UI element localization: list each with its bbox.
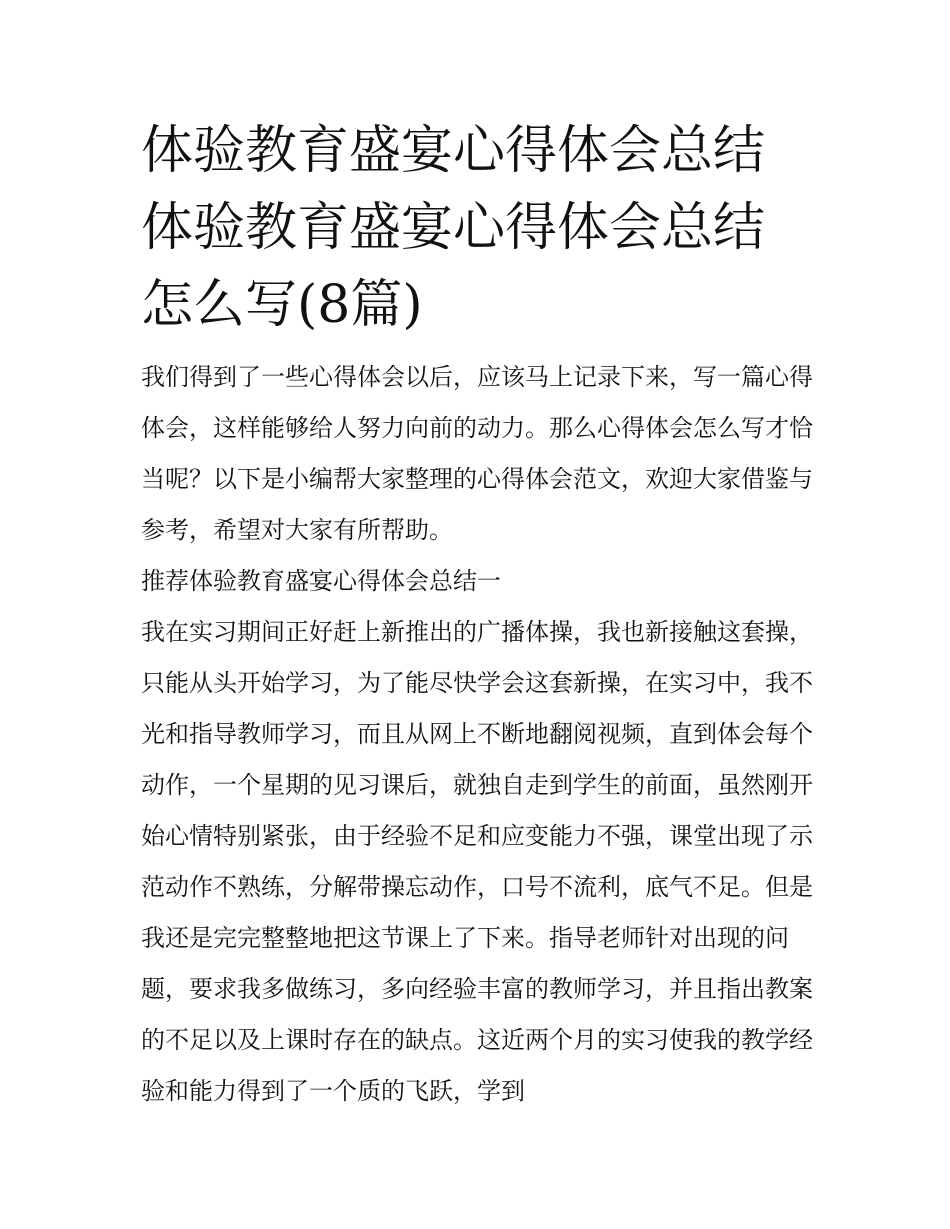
section-heading: 推荐体验教育盛宴心得体会总结一	[141, 567, 501, 595]
document-content	[141, 113, 813, 1117]
body-paragraph: 我在实习期间正好赶上新推出的广播体操，我也新接触这套操，只能从头开始学习，为了能尽快学会这套新操，在实习中，我不光和指导教师学习，而且从网上不断地翻阅视频，直到体会每个动作，一个星期的见习课后，就独自走到学生的前面，虽然刚开始心情特别紧张，由于经验不足和应变能力不强，课堂出现了示范动作不熟练，分解带操忘动作，口号不流利，底气不足。但是我还是完完整整地把这节课上了下来。指导老师针对出现的问题，要求我多做练习，多向经验丰富的教师学习，并且指出教案的不足以及上课时存在的缺点。这近两个月的实习使我的教学经验和能力得到了一个质的飞跃，学到	[141, 618, 813, 1105]
document-title: 体验教育盛宴心得体会总结 体验教育盛宴心得体会总结怎么写(8篇)	[141, 121, 766, 335]
intro-paragraph: 我们得到了一些心得体会以后，应该马上记录下来，写一篇心得体会，这样能够给人努力向前的动力。那么心得体会怎么写才恰当呢？以下是小编帮大家整理的心得体会范文，欢迎大家借鉴与参考，希望对大家有所帮助。	[141, 363, 813, 544]
